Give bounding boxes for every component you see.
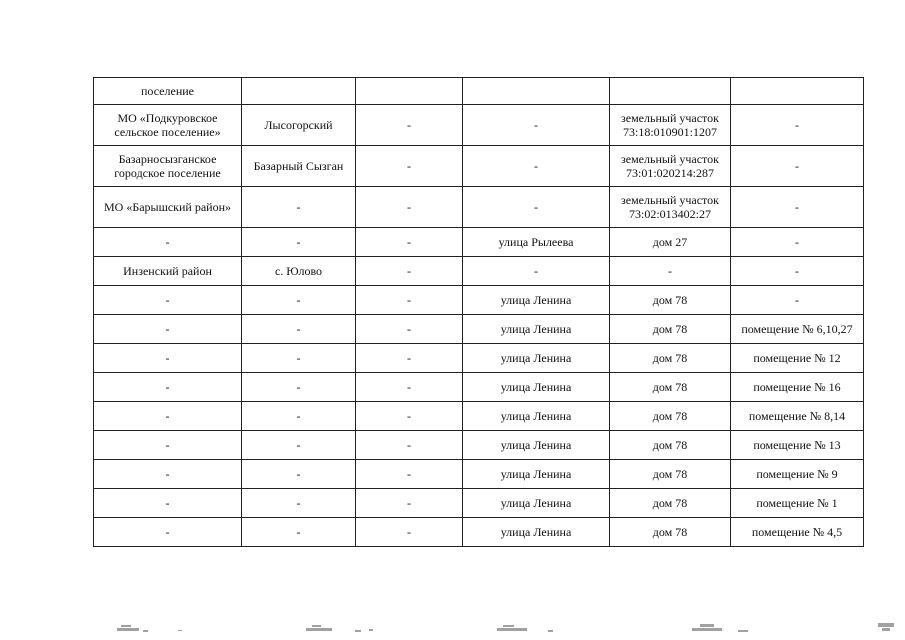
- table-cell: -: [242, 187, 356, 228]
- table-cell: [242, 78, 356, 105]
- table-cell: -: [463, 257, 610, 286]
- table-cell: улица Ленина: [463, 431, 610, 460]
- table-cell: земельный участок 73:18:010901:1207: [610, 105, 731, 146]
- table-cell: -: [242, 460, 356, 489]
- table-cell: Базарный Сызган: [242, 146, 356, 187]
- table-row: [94, 431, 864, 460]
- table-cell: улица Рылеева: [463, 228, 610, 257]
- table-cell: помещение № 1: [731, 489, 864, 518]
- table-cell: -: [94, 431, 242, 460]
- table-cell: Лысогорский: [242, 105, 356, 146]
- table-cell: -: [356, 431, 463, 460]
- table-cell: -: [242, 431, 356, 460]
- table-cell: -: [242, 518, 356, 547]
- table-cell: -: [731, 257, 864, 286]
- table-cell: поселение: [94, 78, 242, 105]
- table-cell: дом 78: [610, 315, 731, 344]
- table-row: [94, 105, 864, 146]
- table-cell: -: [242, 489, 356, 518]
- table-cell: -: [356, 315, 463, 344]
- table-cell: -: [356, 344, 463, 373]
- table-cell: -: [356, 518, 463, 547]
- table-cell: улица Ленина: [463, 489, 610, 518]
- table-row: [94, 315, 864, 344]
- table-cell: -: [242, 286, 356, 315]
- table-cell: -: [356, 373, 463, 402]
- table-cell: улица Ленина: [463, 286, 610, 315]
- table-cell: -: [242, 373, 356, 402]
- table-cell: -: [94, 286, 242, 315]
- table-row: [94, 489, 864, 518]
- table-cell: дом 78: [610, 431, 731, 460]
- table-cell: МО «Подкуровское сельское поселение»: [94, 105, 242, 146]
- table-cell: -: [94, 373, 242, 402]
- table-cell: дом 27: [610, 228, 731, 257]
- table-cell: -: [242, 402, 356, 431]
- table-cell: помещение № 6,10,27: [731, 315, 864, 344]
- table-cell: улица Ленина: [463, 402, 610, 431]
- table-cell: дом 78: [610, 402, 731, 431]
- table-cell: -: [356, 460, 463, 489]
- table-row: [94, 518, 864, 547]
- table-cell: -: [356, 187, 463, 228]
- table-cell: помещение № 12: [731, 344, 864, 373]
- table-cell: -: [356, 257, 463, 286]
- table-cell: -: [356, 105, 463, 146]
- table-cell: -: [242, 315, 356, 344]
- table-cell: помещение № 9: [731, 460, 864, 489]
- table-row: [94, 228, 864, 257]
- table-cell: помещение № 13: [731, 431, 864, 460]
- table-cell: -: [463, 187, 610, 228]
- table-cell: земельный участок 73:01:020214:287: [610, 146, 731, 187]
- table-row: [94, 460, 864, 489]
- table-cell: улица Ленина: [463, 373, 610, 402]
- table-cell: улица Ленина: [463, 344, 610, 373]
- table-cell: -: [731, 146, 864, 187]
- table-cell: -: [94, 228, 242, 257]
- table-cell: -: [356, 146, 463, 187]
- table-cell: улица Ленина: [463, 518, 610, 547]
- table-cell: Инзенский район: [94, 257, 242, 286]
- table-cell: [731, 78, 864, 105]
- table-cell: дом 78: [610, 460, 731, 489]
- table-cell: дом 78: [610, 373, 731, 402]
- table-row: [94, 146, 864, 187]
- table-cell: [463, 78, 610, 105]
- table-cell: -: [463, 146, 610, 187]
- table-cell: -: [731, 286, 864, 315]
- table-cell: -: [94, 315, 242, 344]
- table-cell: -: [610, 257, 731, 286]
- table-cell: дом 78: [610, 489, 731, 518]
- table-cell: дом 78: [610, 344, 731, 373]
- table-row: [94, 257, 864, 286]
- address-table: [93, 77, 864, 547]
- table-cell: -: [94, 518, 242, 547]
- table-cell: дом 78: [610, 286, 731, 315]
- table-cell: -: [242, 344, 356, 373]
- table-cell: улица Ленина: [463, 460, 610, 489]
- table-cell: [610, 78, 731, 105]
- table-cell: дом 78: [610, 518, 731, 547]
- table-row: [94, 402, 864, 431]
- table-cell: улица Ленина: [463, 315, 610, 344]
- table-cell: -: [356, 228, 463, 257]
- table-row: [94, 187, 864, 228]
- table-cell: -: [94, 460, 242, 489]
- table-row: [94, 286, 864, 315]
- table-cell: -: [731, 105, 864, 146]
- address-table-body: [94, 78, 864, 547]
- table-cell: -: [356, 489, 463, 518]
- table-cell: с. Юлово: [242, 257, 356, 286]
- table-cell: Базарносызганское городское поселение: [94, 146, 242, 187]
- table-cell: помещение № 8,14: [731, 402, 864, 431]
- table-cell: земельный участок 73:02:013402:27: [610, 187, 731, 228]
- table-cell: -: [731, 228, 864, 257]
- table-cell: -: [242, 228, 356, 257]
- table-cell: [356, 78, 463, 105]
- table-cell: помещение № 4,5: [731, 518, 864, 547]
- table-cell: -: [356, 402, 463, 431]
- table-row: [94, 373, 864, 402]
- table-cell: -: [94, 344, 242, 373]
- table-cell: -: [463, 105, 610, 146]
- table-cell: помещение № 16: [731, 373, 864, 402]
- table-row: [94, 78, 864, 105]
- table-cell: -: [356, 286, 463, 315]
- scan-noise: [0, 600, 905, 640]
- table-row: [94, 344, 864, 373]
- table-cell: -: [731, 187, 864, 228]
- table-cell: МО «Барышский район»: [94, 187, 242, 228]
- table-cell: -: [94, 402, 242, 431]
- table-cell: -: [94, 489, 242, 518]
